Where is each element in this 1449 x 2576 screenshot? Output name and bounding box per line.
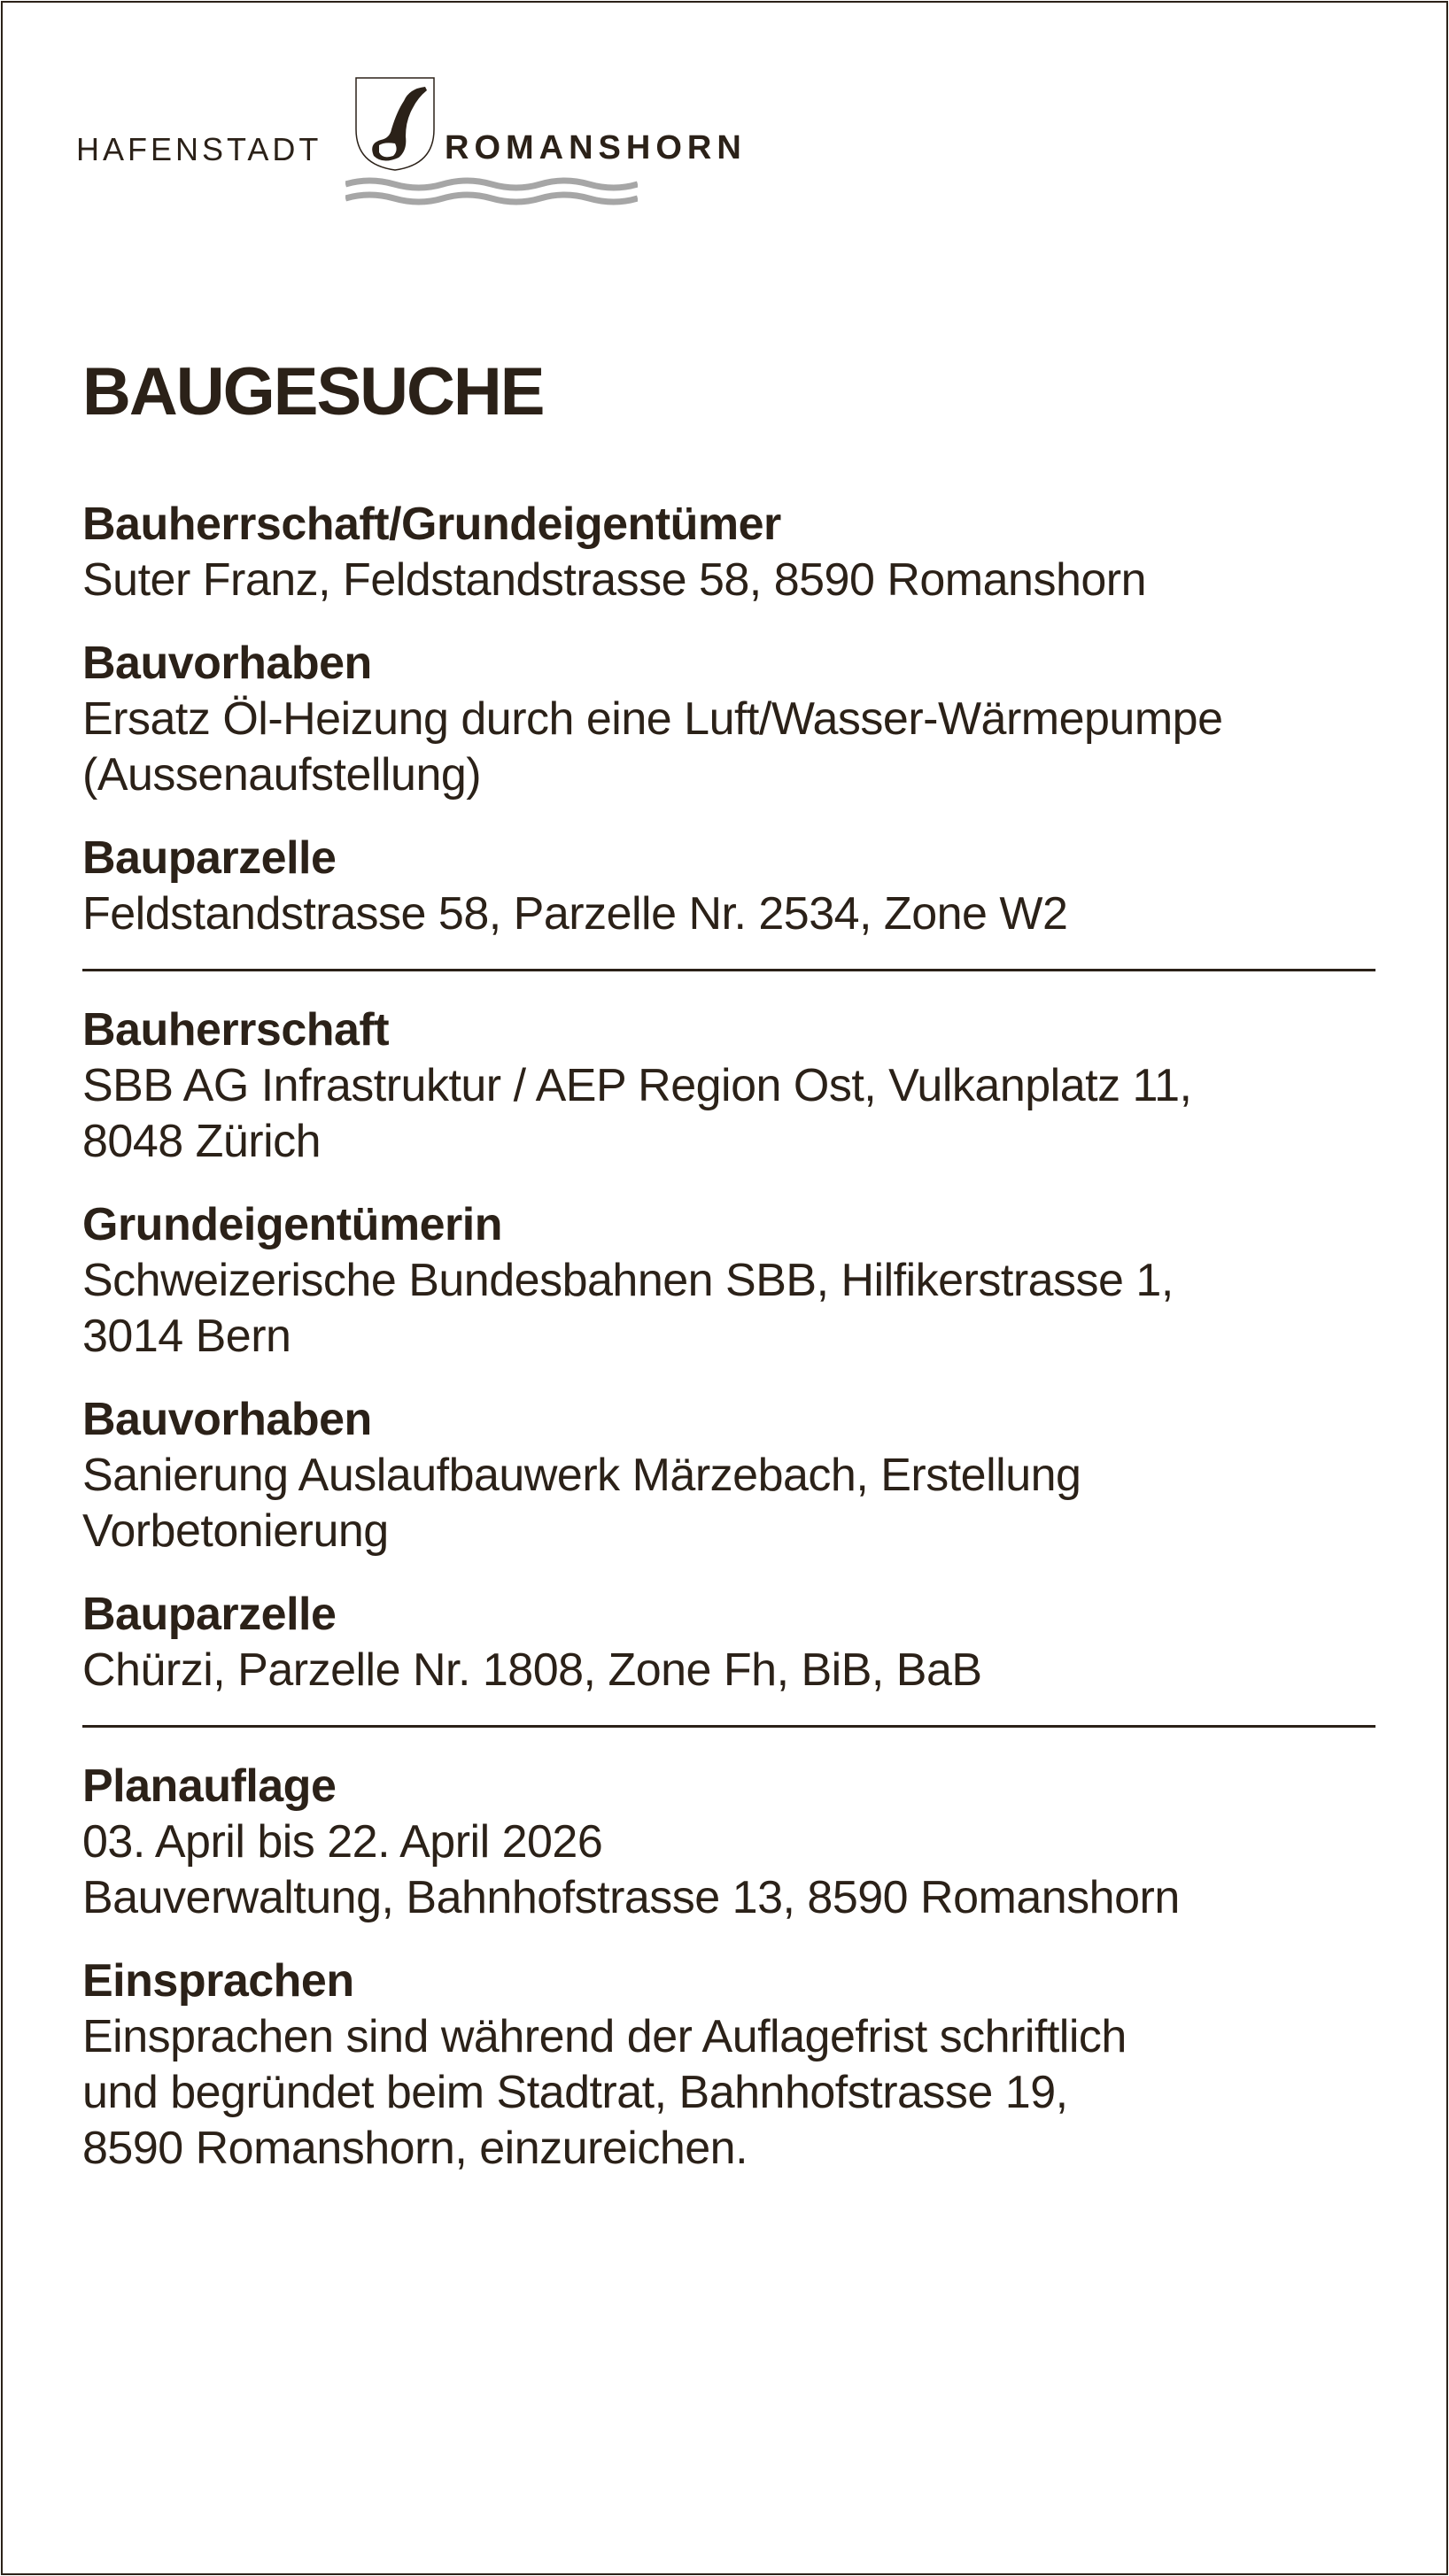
logo-text-romanshorn: ROMANSHORN — [445, 129, 747, 166]
logo-text-hafenstadt: HAFENSTADT — [76, 131, 322, 167]
entry-text-line: 8048 Zürich — [82, 1116, 322, 1167]
entry-text-line: Suter Franz, Feldstandstrasse 58, 8590 Romanshorn — [82, 554, 1147, 606]
notice-groups — [82, 496, 1375, 2177]
notice-entry — [82, 1196, 1375, 1365]
notice-entry — [82, 496, 1375, 608]
entry-text-line: 8590 Romanshorn, einzureichen. — [82, 2123, 748, 2174]
section-divider — [82, 969, 1375, 971]
entry-text-line: Vorbetonierung — [82, 1505, 389, 1557]
entry-label: Planauflage — [82, 1760, 337, 1812]
entry-text-line: Chürzi, Parzelle Nr. 1808, Zone Fh, BiB, BaB — [82, 1644, 982, 1696]
notice-entry — [82, 1391, 1375, 1559]
logo-hafenstadt-romanshorn — [76, 76, 785, 209]
notice-content — [82, 352, 1375, 2203]
notice-entry — [82, 1758, 1375, 1926]
entry-text-line: Sanierung Auslaufbauwerk Märzebach, Erstellung — [82, 1450, 1081, 1501]
notice-entry — [82, 830, 1375, 942]
waves-icon — [345, 177, 638, 209]
entry-label: Bauvorhaben — [82, 1394, 372, 1445]
entry-text-line: Schweizerische Bundesbahnen SBB, Hilfikerstrasse 1, — [82, 1255, 1174, 1306]
section-divider — [82, 1725, 1375, 1728]
notice-entry — [82, 1002, 1375, 1170]
entry-label: Bauparzelle — [82, 832, 337, 884]
entry-label: Bauherrschaft/Grundeigentümer — [82, 499, 781, 550]
entry-text-line: 3014 Bern — [82, 1311, 291, 1362]
entry-text-line: und begründet beim Stadtrat, Bahnhofstrasse 19, — [82, 2067, 1068, 2118]
notice-entry — [82, 635, 1375, 803]
entry-text-line: Einsprachen sind während der Auflagefrist schriftlich — [82, 2011, 1127, 2062]
entry-label: Bauherrschaft — [82, 1004, 390, 1056]
entry-label: Grundeigentümerin — [82, 1199, 502, 1250]
entry-text-line: SBB AG Infrastruktur / AEP Region Ost, Vulkanplatz 11, — [82, 1060, 1192, 1111]
entry-text-line: 03. April bis 22. April 2026 — [82, 1816, 603, 1868]
entry-text-line: Feldstandstrasse 58, Parzelle Nr. 2534, Zone W2 — [82, 888, 1068, 940]
page-title: BAUGESUCHE — [82, 354, 544, 429]
entry-label: Einsprachen — [82, 1955, 354, 2007]
entry-text-line: Ersatz Öl-Heizung durch eine Luft/Wasser-Wärmepumpe — [82, 693, 1223, 745]
coat-of-arms-horn-icon — [354, 76, 436, 172]
entry-text-line: (Aussenaufstellung) — [82, 749, 482, 801]
entry-label: Bauvorhaben — [82, 638, 372, 689]
entry-label: Bauparzelle — [82, 1589, 337, 1640]
notice-entry — [82, 1953, 1375, 2177]
entry-text-line: Bauverwaltung, Bahnhofstrasse 13, 8590 Romanshorn — [82, 1872, 1180, 1923]
notice-entry — [82, 1586, 1375, 1698]
